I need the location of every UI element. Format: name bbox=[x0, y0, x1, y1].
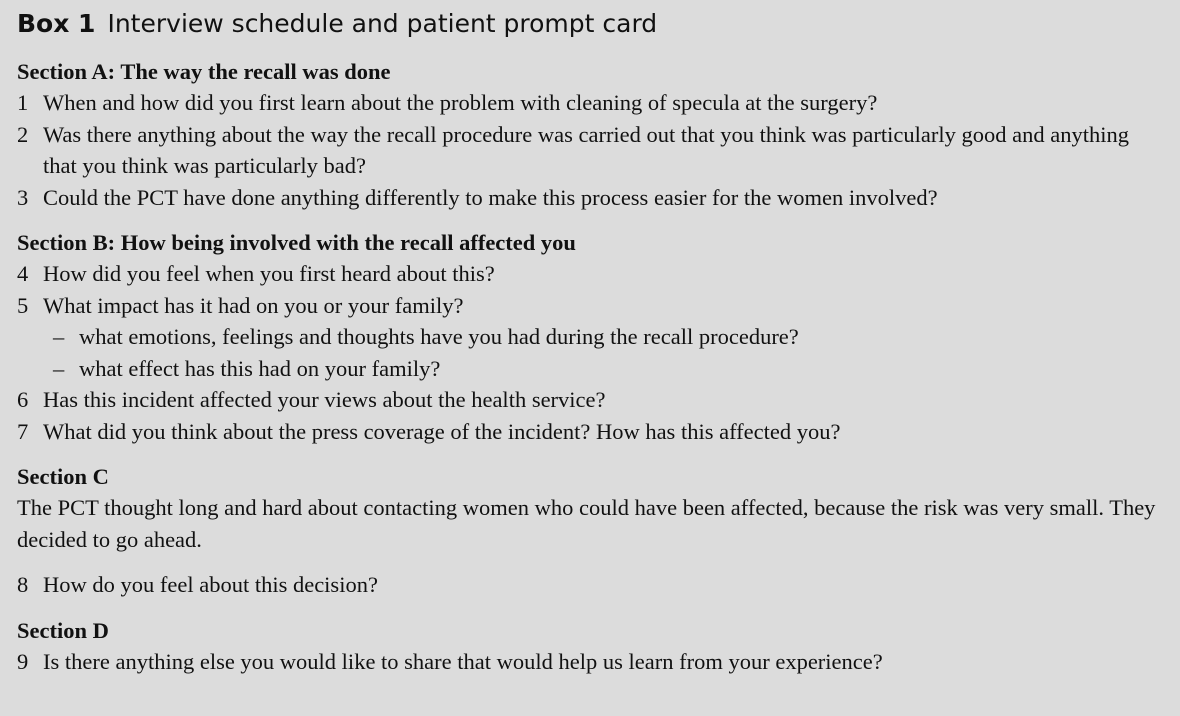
question-item bbox=[17, 416, 1180, 448]
question-text: How do you feel about this decision? bbox=[43, 572, 378, 597]
question-text: Is there anything else you would like to share that would help us learn from your experience? bbox=[43, 648, 883, 674]
sub-item bbox=[17, 353, 1180, 385]
question-number: 1 bbox=[17, 90, 29, 115]
dash-bullet: – bbox=[53, 355, 65, 381]
sub-item bbox=[17, 321, 1180, 353]
question-item bbox=[17, 258, 1180, 290]
section-heading: Section B: How being involved with the recall affected you bbox=[17, 230, 576, 255]
question-item bbox=[17, 646, 1180, 678]
section-c bbox=[17, 461, 1180, 601]
question-item bbox=[17, 384, 1180, 416]
question-text: Has this incident affected your views about the health service? bbox=[43, 387, 606, 412]
question-text: When and how did you first learn about the problem with cleaning of specula at the surgery? bbox=[43, 90, 878, 115]
section-paragraph: The PCT thought long and hard about contacting women who could have been affected, because the risk was very small. They decided to go ahead. bbox=[17, 495, 1156, 552]
section-heading: Section A: The way the recall was done bbox=[17, 59, 391, 84]
section-heading: Section D bbox=[17, 617, 109, 643]
sub-item-text: what emotions, feelings and thoughts have you had during the recall procedure? bbox=[79, 324, 799, 349]
section-a bbox=[17, 56, 1180, 213]
question-number: 3 bbox=[17, 184, 29, 210]
question-item bbox=[17, 119, 1180, 182]
question-number: 2 bbox=[17, 121, 29, 147]
question-text: Was there anything about the way the recall procedure was carried out that you think was particularly good and anything that you think was particularly bad? bbox=[43, 121, 1129, 178]
question-text: How did you feel when you first heard about this? bbox=[43, 261, 495, 286]
question-number: 4 bbox=[17, 261, 29, 286]
box-title-text: Interview schedule and patient prompt card bbox=[107, 9, 658, 38]
section-d bbox=[17, 615, 1180, 678]
question-number: 5 bbox=[17, 292, 29, 318]
question-item bbox=[17, 569, 1180, 601]
question-text: What impact has it had on you or your family? bbox=[43, 292, 464, 318]
question-item bbox=[17, 87, 1180, 119]
question-item bbox=[17, 290, 1180, 322]
question-text: What did you think about the press coverage of the incident? How has this affected you? bbox=[43, 418, 841, 444]
sub-item-text: what effect has this had on your family? bbox=[79, 355, 441, 381]
question-number: 6 bbox=[17, 387, 29, 412]
question-text: Could the PCT have done anything differently to make this process easier for the women involved? bbox=[43, 184, 938, 210]
question-number: 7 bbox=[17, 418, 29, 444]
box-label: Box 1 bbox=[17, 9, 96, 38]
section-heading: Section C bbox=[17, 464, 109, 489]
section-b bbox=[17, 227, 1180, 447]
box-title bbox=[17, 6, 1180, 42]
dash-bullet: – bbox=[53, 324, 65, 349]
question-number: 9 bbox=[17, 648, 29, 674]
question-number: 8 bbox=[17, 572, 29, 597]
question-item bbox=[17, 182, 1180, 214]
